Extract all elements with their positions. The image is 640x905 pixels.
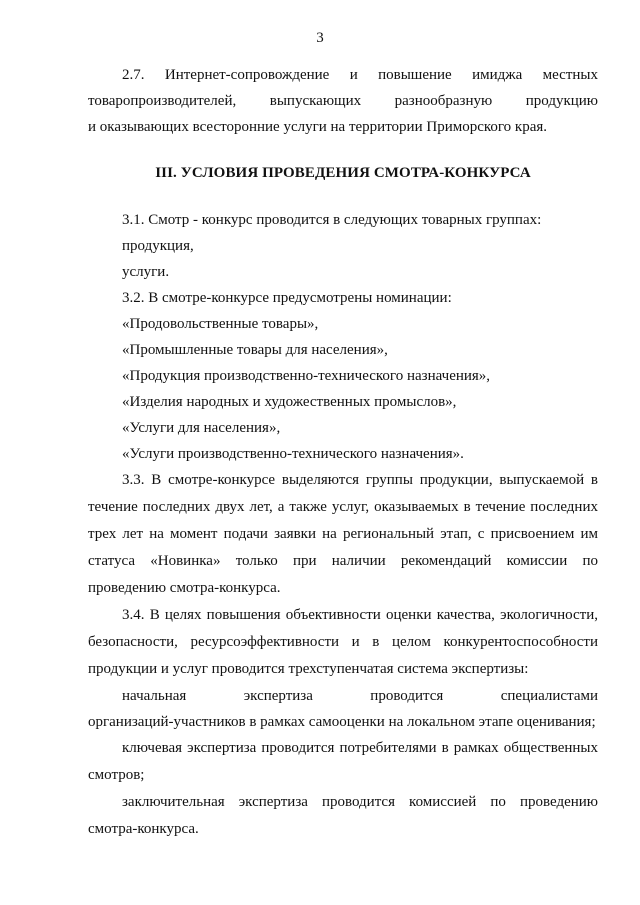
intro-line-1: 2.7. Интернет-сопровождение и повышение имиджа местных (122, 67, 598, 83)
paragraph-3-1: 3.1. Смотр - конкурс проводится в следующих товарных группах: (122, 212, 542, 228)
expertise-key: ключевая экспертиза проводится потребителями в рамках общественных смотров; (88, 740, 598, 783)
paragraph-3-4: 3.4. В целях повышения объективности оценки качества, экологичности, безопасности, ресурсоэффективности и в целом конкурентоспособности продукции и услуг проводится трехступенчатая система экспертизы: (88, 607, 598, 677)
section-heading: III. УСЛОВИЯ ПРОВЕДЕНИЯ СМОТРА-КОНКУРСА (155, 165, 531, 181)
paragraph-3-3: 3.3. В смотре-конкурсе выделяются группы продукции, выпускаемой в течение последних двух лет, а также услуг, оказываемых в течение последних трех лет на момент подачи заявки на региональный этап, с присвоением им статуса «Новинка» только при наличии рекомендаций комиссии по проведению смотра-конкурса. (88, 472, 598, 596)
page-number: 3 (316, 30, 324, 46)
group-item-services: услуги. (122, 264, 170, 280)
expertise-final: заключительная экспертиза проводится комиссией по проведению смотра-конкурса. (88, 794, 598, 837)
intro-line-3: и оказывающих всесторонние услуги на территории Приморского края. (88, 119, 548, 135)
nomination-item: «Изделия народных и художественных промыслов», (122, 394, 457, 410)
page-content (88, 62, 598, 843)
nomination-item: «Услуги производственно-технического назначения». (122, 446, 464, 462)
group-item-products: продукция, (122, 238, 194, 254)
intro-line-2: товаропроизводителей, выпускающих разнообразную продукцию (88, 93, 598, 109)
nomination-item: «Услуги для населения», (122, 420, 281, 436)
nomination-item: «Продовольственные товары», (122, 316, 319, 332)
nomination-item: «Промышленные товары для населения», (122, 342, 388, 358)
nomination-item: «Продукция производственно-технического назначения», (122, 368, 491, 384)
expertise-initial-line-2: организаций-участников в рамках самооценки на локальном этапе оценивания; (88, 714, 596, 730)
expertise-initial-line-1: начальная экспертиза проводится специалистами (122, 688, 598, 704)
paragraph-3-2: 3.2. В смотре-конкурсе предусмотрены номинации: (122, 290, 452, 306)
